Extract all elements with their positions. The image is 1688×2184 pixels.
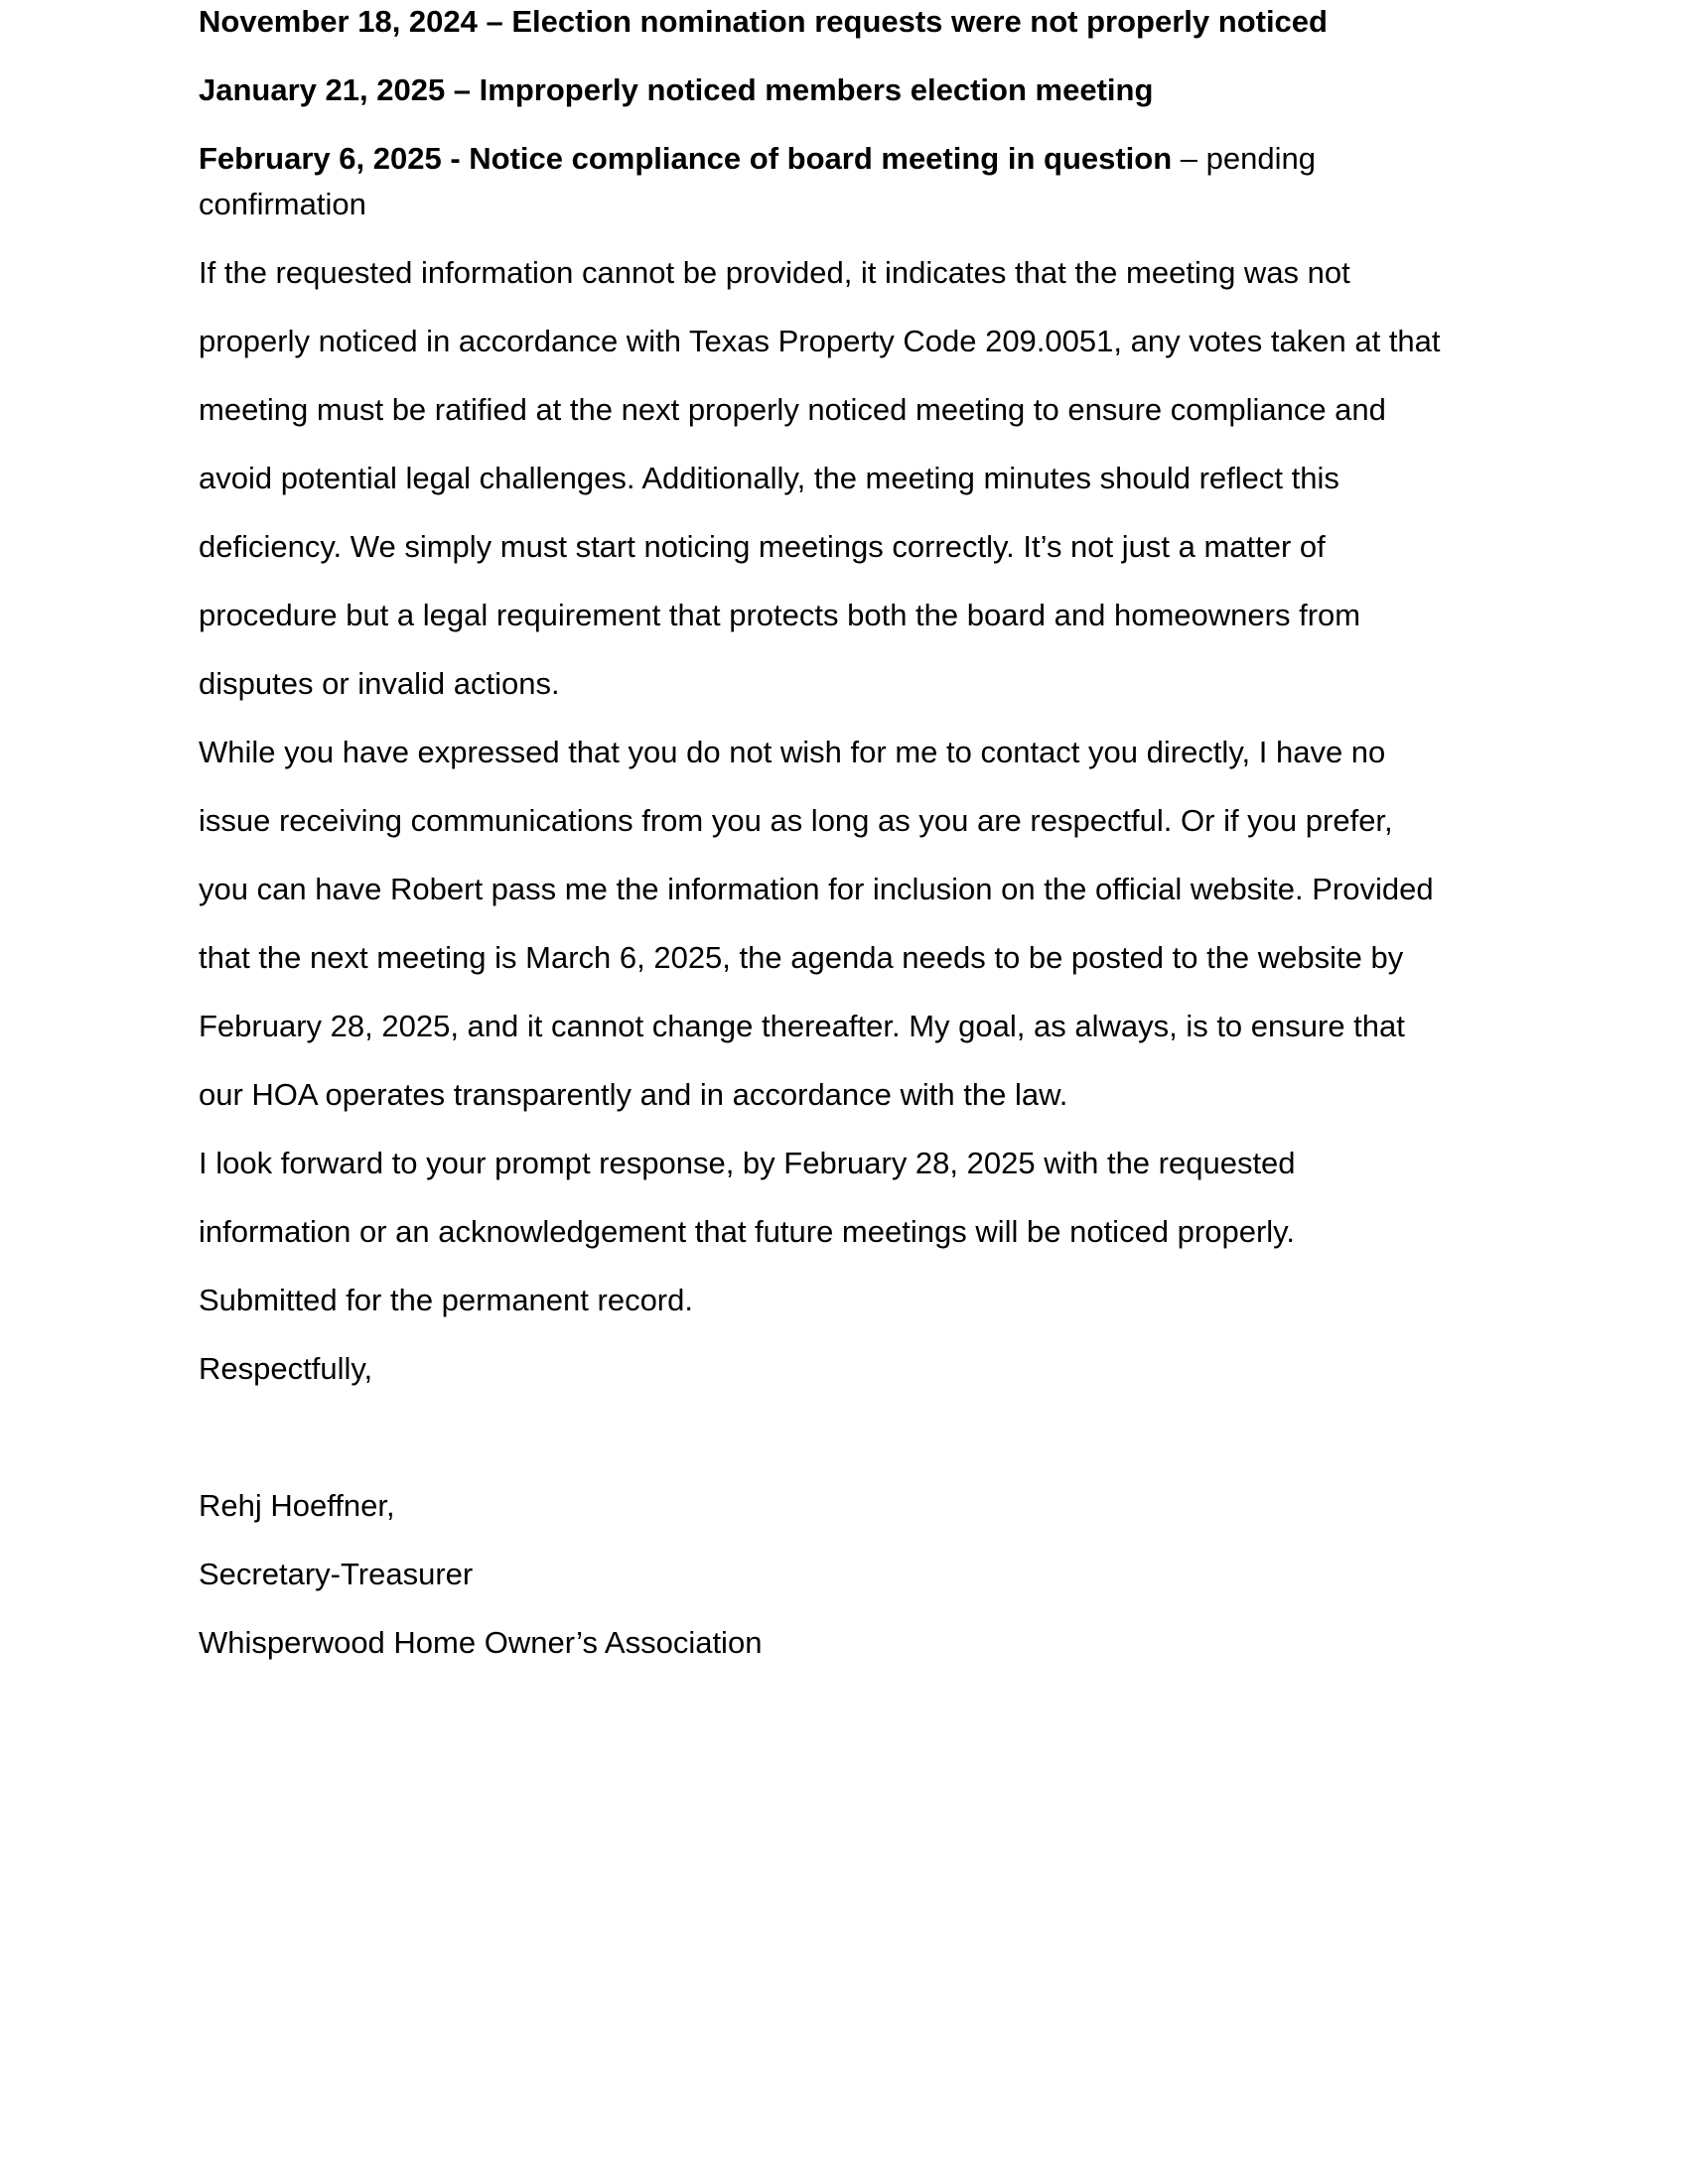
paragraph-2-line: issue receiving communications from you as long as you are respectful. Or if you prefer,	[199, 803, 1393, 838]
timeline-item-3-rest: – pending	[1172, 141, 1316, 176]
record-statement: Submitted for the permanent record.	[199, 1283, 693, 1317]
paragraph-1-line: avoid potential legal challenges. Additionally, the meeting minutes should reflect this	[199, 461, 1339, 495]
paragraph-2-line: While you have expressed that you do not wish for me to contact you directly, I have no	[199, 735, 1386, 769]
paragraph-3-line: I look forward to your prompt response, by February 28, 2025 with the requested	[199, 1146, 1296, 1180]
timeline-item-3-continuation: confirmation	[199, 187, 366, 221]
paragraph-3-line: information or an acknowledgement that future meetings will be noticed properly.	[199, 1214, 1295, 1249]
paragraph-2-line: that the next meeting is March 6, 2025, the agenda needs to be posted to the website by	[199, 940, 1404, 975]
signature-title: Secretary-Treasurer	[199, 1557, 474, 1591]
paragraph-1-line: procedure but a legal requirement that protects both the board and homeowners from	[199, 598, 1361, 632]
paragraph-1-line: disputes or invalid actions.	[199, 666, 560, 701]
paragraph-2-line: our HOA operates transparently and in accordance with the law.	[199, 1077, 1068, 1112]
paragraph-1-line: properly noticed in accordance with Texas Property Code 209.0051, any votes taken at that	[199, 324, 1441, 358]
timeline-item-2	[199, 74, 1153, 105]
timeline-item-1	[199, 6, 1328, 37]
timeline-item-2-text: January 21, 2025 – Improperly noticed members election meeting	[199, 72, 1154, 107]
signature-organization: Whisperwood Home Owner’s Association	[199, 1625, 763, 1660]
closing-salutation: Respectfully,	[199, 1351, 373, 1386]
timeline-item-1-text: November 18, 2024 – Election nomination requests were not properly noticed	[199, 4, 1328, 39]
paragraph-1-line: If the requested information cannot be provided, it indicates that the meeting was not	[199, 255, 1350, 290]
paragraph-1-line: meeting must be ratified at the next properly noticed meeting to ensure compliance and	[199, 392, 1386, 427]
timeline-item-3	[199, 143, 1316, 174]
paragraph-2-line: February 28, 2025, and it cannot change thereafter. My goal, as always, is to ensure that	[199, 1009, 1405, 1043]
signature-name: Rehj Hoeffner,	[199, 1488, 395, 1523]
paragraph-1-line: deficiency. We simply must start noticing meetings correctly. It’s not just a matter of	[199, 529, 1326, 564]
timeline-item-3-heading: February 6, 2025 - Notice compliance of board meeting in question	[199, 141, 1173, 176]
paragraph-2-line: you can have Robert pass me the information for inclusion on the official website. Provided	[199, 872, 1434, 906]
